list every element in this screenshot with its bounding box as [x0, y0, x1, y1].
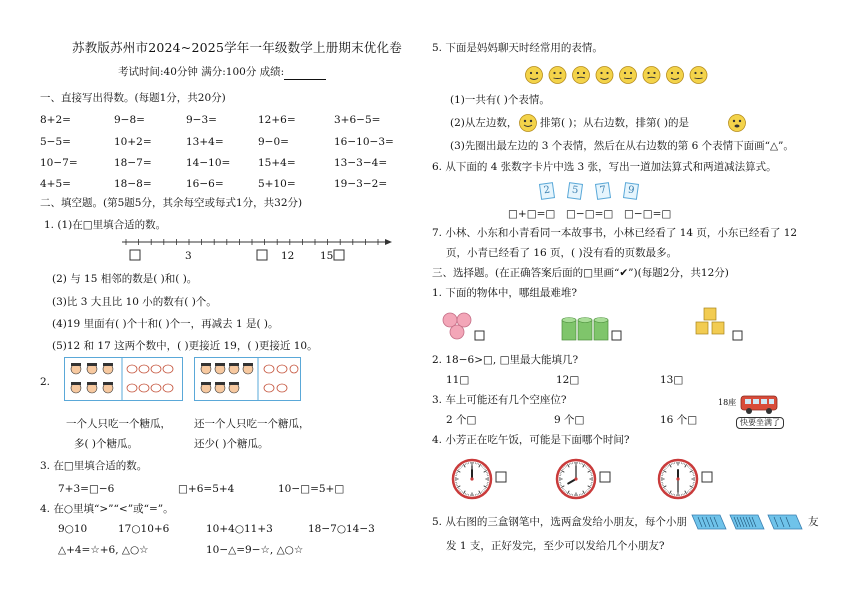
clock-checkbox[interactable]	[600, 472, 610, 482]
exam-info-text: 考试时间:40分钟 满分:100分 成绩:	[118, 66, 285, 78]
q3-item-1: 7+3=□−6	[58, 483, 115, 495]
section3-heading: 三、选择题。(在正确答案后面的□里画“✔”)(每题2分，共12分)	[432, 267, 729, 279]
clock-icon	[658, 455, 718, 503]
calc-item: 19−3−2=	[334, 178, 388, 190]
calc-item: 18−7=	[114, 157, 152, 169]
q5-2-prefix: (2)从左边数，	[450, 117, 518, 129]
number-card: 5	[567, 182, 583, 200]
q5-label: 5. 下面是妈妈聊天时经常用的表情。	[432, 42, 603, 54]
number-card: 2	[539, 182, 555, 200]
section1-heading: 一、直接写出得数。(每题1分，共20分)	[40, 92, 226, 104]
q5-1: (1)一共有( )个表情。	[450, 94, 550, 106]
q2-a-line1: 一个人只吃一个糖瓜，	[66, 418, 171, 430]
bus-icon	[740, 394, 780, 416]
calc-item: 13+4=	[186, 136, 224, 148]
q4-row1-1: 9○10	[58, 523, 88, 535]
emoji-face-icon	[667, 67, 684, 84]
clock-icon	[452, 455, 512, 503]
q1-label: 1. (1)在□里填合适的数。	[44, 219, 167, 231]
emoji-face-icon	[549, 67, 566, 84]
emoji-face-icon	[526, 67, 543, 84]
calc-item: 12+6=	[258, 114, 296, 126]
number-card: 9	[623, 182, 639, 200]
calc-item: 10−7=	[40, 157, 78, 169]
calc-item: 18−8=	[114, 178, 152, 190]
clock-icon	[556, 455, 616, 503]
numberline-box-3[interactable]	[334, 250, 344, 260]
q2-b-line1: 还一个人只吃一个糖瓜，	[194, 418, 310, 430]
q4-row1-3: 10+4○11+3	[206, 523, 273, 535]
calc-item: 9−8=	[114, 114, 145, 126]
calc-item: 13−3−4=	[334, 157, 388, 169]
q2-number: 2.	[40, 376, 51, 388]
page-title: 苏教版苏州市2024~2025学年一年级数学上册期末优化卷	[72, 40, 402, 55]
c3-label: 3. 车上可能还有几个空座位?	[432, 394, 567, 406]
calc-item: 5−5=	[40, 136, 71, 148]
q2-a-line2: 多( )个糖瓜。	[74, 438, 139, 450]
q5-3: (3)先圈出最左边的 3 个表情，然后在从右边数的第 6 个表情下面画“△”。	[450, 140, 794, 152]
numberline-label-12: 12	[281, 250, 295, 262]
c3-opt-b[interactable]: 9 个□	[554, 414, 585, 426]
q4-row1-4: 18−7○14−3	[308, 523, 375, 535]
c4-label: 4. 小芳正在吃午饭，可能是下面哪个时间?	[432, 434, 630, 446]
c1-checkbox-c[interactable]	[733, 331, 742, 340]
q4-row2-2: 10−△=9−☆, △○☆	[206, 544, 304, 556]
c1-label: 1. 下面的物体中，哪组最难堆?	[432, 287, 577, 299]
calc-item: 16−10−3=	[334, 136, 394, 148]
emoji-face-icon	[596, 67, 613, 84]
number-line	[120, 236, 400, 266]
score-blank[interactable]	[284, 66, 326, 80]
q1-2: (2) 与 15 相邻的数是( )和( )。	[52, 273, 198, 285]
emoji-face-icon	[643, 67, 660, 84]
bus-speech-bubble: 快要坐满了	[736, 417, 784, 429]
clock-checkbox[interactable]	[702, 472, 712, 482]
c1-checkbox-b[interactable]	[612, 331, 621, 340]
q4-row1-2: 17○10+6	[118, 523, 170, 535]
q7-line2: 页，小青已经看了 16 页，( )没有看的页数最多。	[446, 247, 678, 259]
q6-template-2: □−□=□	[566, 208, 614, 220]
c2-opt-b[interactable]: 12□	[556, 374, 580, 386]
q6-template-3: □−□=□	[624, 208, 672, 220]
q3-item-2: □+6=5+4	[178, 483, 235, 495]
cubes-group	[696, 308, 742, 340]
emoji-row	[524, 64, 714, 86]
q4-label: 4. 在○里填“>”“<”或“=”。	[40, 503, 174, 515]
section2-heading: 二、填空题。(第5题5分，其余每空或每式1分，共32分)	[40, 197, 303, 209]
q6-label: 6. 从下面的 4 张数字卡片中选 3 张，写出一道加法算式和两道减法算式。	[432, 161, 777, 173]
calc-item: 3+6−5=	[334, 114, 381, 126]
number-card: 7	[595, 182, 611, 200]
c1-checkbox-a[interactable]	[475, 331, 484, 340]
q6-template-1: □+□=□	[508, 208, 556, 220]
calc-item: 10+2=	[114, 136, 152, 148]
c2-opt-a[interactable]: 11□	[446, 374, 470, 386]
numberline-label-3: 3	[185, 250, 192, 262]
calc-item: 15+4=	[258, 157, 296, 169]
emoji-face-icon	[620, 67, 637, 84]
exam-info	[118, 66, 326, 80]
calc-item: 5+10=	[258, 178, 296, 190]
bus-seat-sign: 18座	[718, 398, 737, 407]
balls-group	[443, 313, 484, 340]
numberline-label-15: 15	[320, 250, 334, 262]
numberline-box-2[interactable]	[257, 250, 267, 260]
c3-opt-a[interactable]: 2 个□	[446, 414, 477, 426]
q3-item-3: 10−□=5+□	[278, 483, 345, 495]
emoji-face-icon	[690, 67, 707, 84]
cylinders-group	[562, 318, 621, 341]
emoji-face-icon	[518, 113, 538, 133]
q7-line1: 7. 小林、小东和小青看同一本故事书，小林已经看了 14 页，小东已经看了 12	[432, 227, 798, 239]
c2-opt-c[interactable]: 13□	[660, 374, 684, 386]
q1-4: (4)19 里面有( )个十和( )个一，再减去 1 是( )。	[52, 318, 279, 330]
calc-item: 14−10=	[186, 157, 231, 169]
c5-line2: 发 1 支，正好发完，至少可以发给几个小朋友?	[446, 540, 665, 552]
calc-item: 9−3=	[186, 114, 217, 126]
clock-checkbox[interactable]	[496, 472, 506, 482]
c3-opt-c[interactable]: 16 个□	[660, 414, 698, 426]
c5-tail: 友	[808, 516, 819, 528]
c5-line1: 5. 从右图的三盒钢笔中，选两盒发给小朋友，每个小朋	[432, 516, 687, 528]
emoji-face-icon-2	[727, 113, 747, 133]
c2-label: 2. 18−6>□, □里最大能填几?	[432, 354, 579, 366]
numberline-box-1[interactable]	[130, 250, 140, 260]
people-melons-picture-2	[194, 357, 302, 401]
q1-3: (3)比 3 大且比 10 小的数有( )个。	[52, 296, 217, 308]
emoji-face-icon	[573, 67, 590, 84]
q5-2-body: 排第( )；从右边数，排第( )的是	[540, 117, 690, 129]
q2-b-line2: 还少( )个糖瓜。	[194, 438, 269, 450]
calc-item: 9−0=	[258, 136, 289, 148]
calc-item: 8+2=	[40, 114, 71, 126]
people-melons-picture-1	[64, 357, 184, 401]
pen-boxes-picture	[690, 509, 804, 535]
calc-item: 16−6=	[186, 178, 224, 190]
c1-objects	[440, 306, 800, 346]
calc-item: 4+5=	[40, 178, 71, 190]
q1-5: (5)12 和 17 这两个数中，( )更接近 19，( )更接近 10。	[52, 340, 318, 352]
q4-row2-1: △+4=☆+6, △○☆	[58, 544, 149, 556]
q3-label: 3. 在□里填合适的数。	[40, 460, 148, 472]
